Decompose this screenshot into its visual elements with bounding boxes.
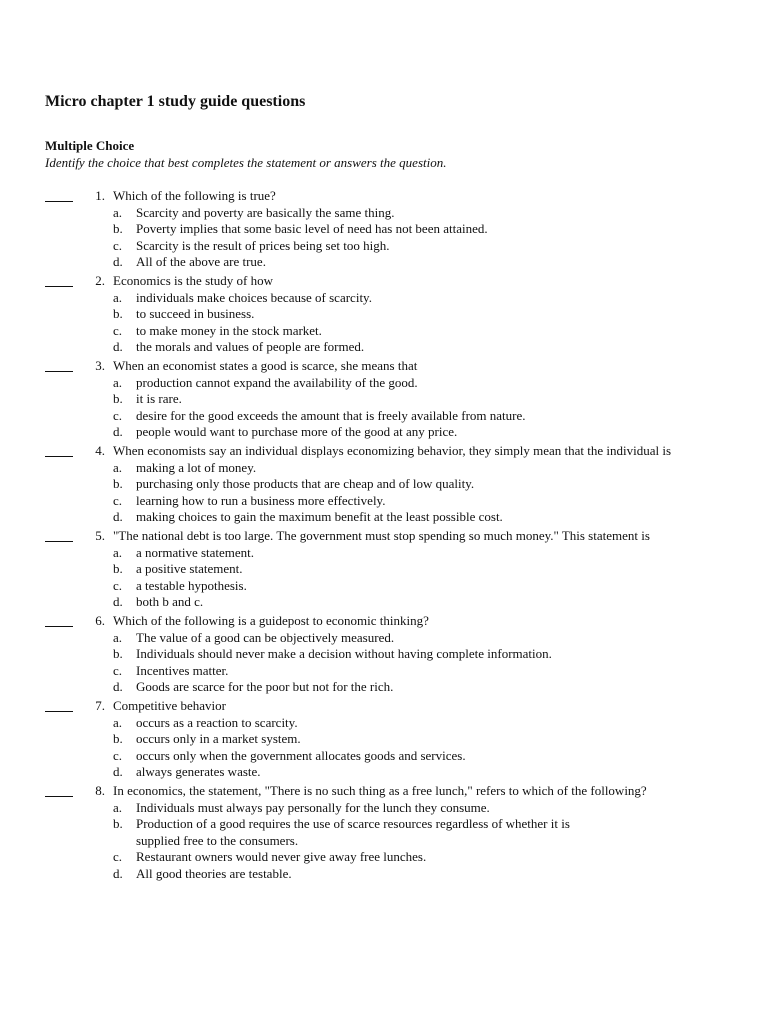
option-letter: c.: [113, 747, 123, 763]
option-text: both b and c.: [136, 594, 204, 609]
question-stem: Which of the following is true?: [113, 188, 276, 203]
option-letter: a.: [113, 544, 123, 560]
question-spacer: [0, 882, 768, 885]
question-number: 8.: [95, 783, 105, 798]
option-letter: c.: [113, 407, 123, 423]
option-letter: c.: [113, 322, 123, 338]
answer-blank: [45, 273, 73, 290]
question-number: 7.: [95, 698, 105, 713]
option-text: people would want to purchase more of the good at any price.: [136, 424, 458, 439]
answer-blank: [45, 698, 73, 715]
option-text: individuals make choices because of scarcity.: [136, 289, 372, 305]
option-letter: a.: [113, 629, 123, 645]
answer-option: [0, 205, 768, 222]
option-letter: b.: [113, 646, 123, 661]
question-stem: Economics is the study of how: [113, 273, 273, 288]
option-letter: d.: [113, 764, 123, 779]
option-text: Scarcity and poverty are basically the same thing.: [136, 204, 395, 220]
answer-blank: [45, 188, 73, 205]
option-letter: b.: [113, 306, 123, 321]
answer-blank: [45, 528, 73, 545]
question-line: [0, 783, 768, 800]
question-number: 5.: [95, 528, 105, 543]
option-letter: c.: [113, 662, 123, 678]
answer-option: [0, 646, 768, 663]
answer-option: [0, 254, 768, 271]
option-letter: c.: [113, 237, 123, 253]
option-text: to succeed in business.: [136, 306, 255, 321]
option-letter: a.: [113, 714, 123, 730]
option-letter: d.: [113, 509, 123, 524]
answer-option: [0, 764, 768, 781]
answer-option: [0, 493, 768, 510]
option-text: occurs only when the government allocates goods and services.: [136, 747, 466, 763]
answer-option: [0, 221, 768, 238]
answer-option: [0, 630, 768, 647]
answer-option: [0, 849, 768, 866]
option-text: Individuals must always pay personally for the lunch they consume.: [136, 799, 490, 815]
question-number: 3.: [95, 358, 105, 373]
option-letter: b.: [113, 391, 123, 406]
option-text: making a lot of money.: [136, 459, 257, 475]
option-letter: b.: [113, 561, 123, 576]
answer-blank: [45, 443, 73, 460]
option-text: a testable hypothesis.: [136, 577, 247, 593]
option-letter: b.: [113, 816, 123, 831]
answer-option: [0, 408, 768, 425]
option-text: purchasing only those products that are cheap and of low quality.: [136, 476, 475, 491]
section-heading: Multiple Choice: [45, 138, 135, 153]
question-line: [0, 443, 768, 460]
option-text: a normative statement.: [136, 544, 255, 560]
option-text: learning how to run a business more effectively.: [136, 492, 386, 508]
option-letter: a.: [113, 289, 123, 305]
answer-option: [0, 306, 768, 323]
option-letter: d.: [113, 594, 123, 609]
question-line: [0, 698, 768, 715]
question-item: [0, 358, 768, 443]
question-number: 6.: [95, 613, 105, 628]
question-stem: When economists say an individual displays economizing behavior, they simply mean that the individual is: [113, 443, 672, 458]
answer-option: [0, 375, 768, 392]
question-item: [0, 783, 768, 885]
question-stem: In economics, the statement, "There is no such thing as a free lunch," refers to which of the following?: [113, 783, 647, 798]
question-line: [0, 188, 768, 205]
answer-option: [0, 424, 768, 441]
option-letter: a.: [113, 459, 123, 475]
answer-option: [0, 545, 768, 562]
document-title: Micro chapter 1 study guide questions: [45, 93, 306, 110]
answer-option: [0, 663, 768, 680]
option-letter: a.: [113, 204, 123, 220]
question-item: [0, 528, 768, 613]
question-item: [0, 188, 768, 273]
answer-blank: [45, 613, 73, 630]
question-line: [0, 358, 768, 375]
option-letter: b.: [113, 221, 123, 236]
answer-option: [0, 561, 768, 578]
answer-option: [0, 238, 768, 255]
question-number: 1.: [95, 188, 105, 203]
option-text: it is rare.: [136, 391, 182, 406]
answer-option: [0, 816, 768, 833]
option-letter: c.: [113, 577, 123, 593]
answer-option: [0, 715, 768, 732]
answer-option: [0, 339, 768, 356]
instructions: Identify the choice that best completes the statement or answers the question.: [45, 155, 447, 170]
answer-option: [0, 323, 768, 340]
question-list: [0, 188, 768, 885]
option-letter: d.: [113, 679, 123, 694]
option-text: supplied free to the consumers.: [136, 832, 299, 848]
question-number: 4.: [95, 443, 105, 458]
answer-option: [0, 731, 768, 748]
option-text: making choices to gain the maximum benefit at the least possible cost.: [136, 509, 503, 524]
option-letter: a.: [113, 799, 123, 815]
option-letter: b.: [113, 476, 123, 491]
option-letter: a.: [113, 374, 123, 390]
answer-option: [0, 290, 768, 307]
answer-blank: [45, 783, 73, 800]
answer-option: [0, 679, 768, 696]
option-letter: d.: [113, 865, 123, 881]
question-item: [0, 613, 768, 698]
option-text: All good theories are testable.: [136, 865, 292, 881]
answer-option: [0, 748, 768, 765]
question-stem: Competitive behavior: [113, 698, 227, 713]
question-line: [0, 273, 768, 290]
option-letter: d.: [113, 339, 123, 354]
option-text: Poverty implies that some basic level of need has not been attained.: [136, 221, 488, 236]
option-text: occurs only in a market system.: [136, 731, 301, 746]
option-letter: c.: [113, 849, 123, 864]
option-text: always generates waste.: [136, 764, 261, 779]
answer-option: [0, 509, 768, 526]
question-item: [0, 273, 768, 358]
question-stem: "The national debt is too large. The government must stop spending so much money." This statement is: [113, 528, 650, 543]
option-text: occurs as a reaction to scarcity.: [136, 714, 298, 730]
answer-option: [0, 594, 768, 611]
option-text: The value of a good can be objectively measured.: [136, 629, 395, 645]
question-number: 2.: [95, 273, 105, 288]
option-letter: b.: [113, 731, 123, 746]
answer-option: [0, 800, 768, 817]
answer-option: [0, 460, 768, 477]
question-item: [0, 698, 768, 783]
option-text: the morals and values of people are formed.: [136, 339, 365, 354]
question-line: [0, 613, 768, 630]
question-stem: When an economist states a good is scarce, she means that: [113, 358, 418, 373]
option-text: All of the above are true.: [136, 254, 266, 269]
option-text: to make money in the stock market.: [136, 322, 322, 338]
option-letter: c.: [113, 492, 123, 508]
answer-option: [0, 391, 768, 408]
question-item: [0, 443, 768, 528]
answer-option: [0, 578, 768, 595]
answer-option-continuation: [0, 833, 768, 850]
question-stem: Which of the following is a guidepost to economic thinking?: [113, 613, 429, 628]
option-text: a positive statement.: [136, 561, 243, 576]
option-text: Incentives matter.: [136, 662, 229, 678]
option-text: Production of a good requires the use of scarce resources regardless of whether it is: [136, 816, 570, 831]
option-text: production cannot expand the availability of the good.: [136, 374, 418, 390]
option-text: Individuals should never make a decision without having complete information.: [136, 646, 552, 661]
option-letter: d.: [113, 424, 123, 439]
question-line: [0, 528, 768, 545]
answer-option: [0, 476, 768, 493]
option-text: Restaurant owners would never give away free lunches.: [136, 849, 427, 864]
option-text: Scarcity is the result of prices being set too high.: [136, 237, 390, 253]
answer-option: [0, 866, 768, 883]
option-letter: d.: [113, 254, 123, 269]
option-text: Goods are scarce for the poor but not for the rich.: [136, 679, 394, 694]
option-text: desire for the good exceeds the amount that is freely available from nature.: [136, 407, 526, 423]
answer-blank: [45, 358, 73, 375]
